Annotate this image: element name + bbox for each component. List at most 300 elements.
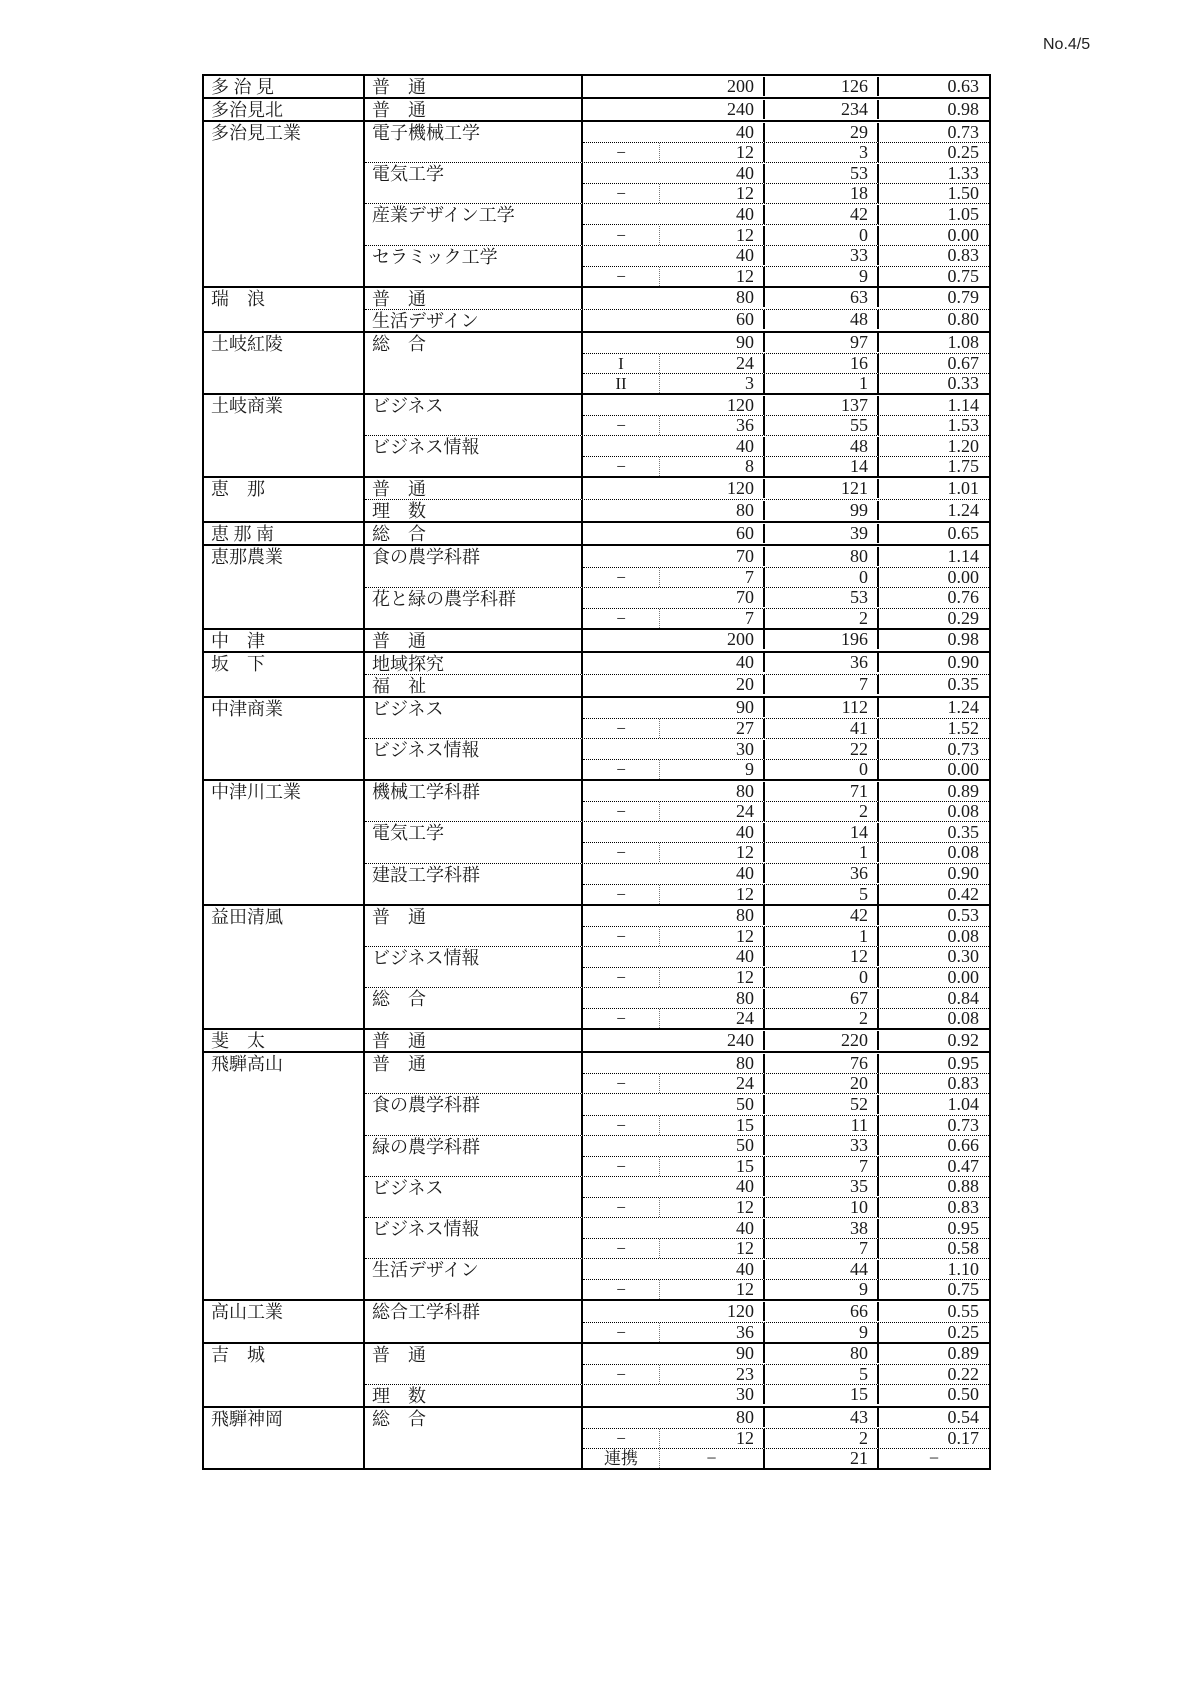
ratio-cell: 0.65 <box>947 522 979 543</box>
department-block <box>365 821 989 862</box>
ratio-cell: 0.35 <box>947 674 979 695</box>
row-list <box>583 1259 989 1299</box>
ratio-cell: 0.95 <box>947 1052 979 1073</box>
marker-cell: − <box>616 567 626 587</box>
table-row <box>583 653 989 673</box>
department-list <box>365 1301 989 1341</box>
applicants-cell: 126 <box>765 77 879 96</box>
applicants-cell: 12 <box>765 947 879 966</box>
department-block <box>365 1408 989 1468</box>
department-block <box>365 162 989 203</box>
capacity-cell: 200 <box>659 77 765 96</box>
school-block <box>204 696 989 779</box>
school-block <box>204 544 989 627</box>
applicants-cell: 9 <box>765 1323 879 1342</box>
applicants-cell: 42 <box>765 205 879 224</box>
table-row <box>583 415 989 435</box>
capacity-cell: 24 <box>659 354 765 373</box>
capacity-cell: 40 <box>659 123 765 142</box>
row-list <box>583 1136 989 1176</box>
department-name-cell: ビジネス情報 <box>365 739 583 779</box>
department-block <box>365 653 989 674</box>
ratio-cell: 0.08 <box>947 801 979 822</box>
ratio-cell: 0.08 <box>947 842 979 863</box>
table-row <box>583 76 989 96</box>
capacity-cell: 200 <box>659 630 765 649</box>
applicants-cell: 36 <box>765 653 879 672</box>
ratio-cell: 0.75 <box>947 1279 979 1300</box>
capacity-cell: 12 <box>659 968 765 987</box>
capacity-cell: 23 <box>659 1365 765 1384</box>
department-block <box>365 309 989 331</box>
applicants-cell: 66 <box>765 1302 879 1321</box>
ratio-cell: 1.14 <box>947 394 979 415</box>
applicants-cell: 14 <box>765 823 879 842</box>
department-block <box>365 499 989 521</box>
ratio-cell: 0.63 <box>947 75 979 96</box>
ratio-cell: 0.76 <box>947 587 979 608</box>
department-name-cell: ビジネス情報 <box>365 436 583 476</box>
capacity-cell: 12 <box>659 1198 765 1217</box>
ratio-cell: 1.24 <box>947 697 979 718</box>
department-block <box>365 1344 989 1384</box>
capacity-cell: 80 <box>659 1054 765 1073</box>
department-block <box>365 738 989 779</box>
marker-cell: − <box>616 1428 626 1448</box>
school-name-cell: 斐 太 <box>204 1030 365 1051</box>
capacity-cell: 30 <box>659 1385 765 1404</box>
table-row <box>583 523 989 543</box>
school-block <box>204 628 989 651</box>
table-row <box>583 1301 989 1321</box>
table-row <box>583 988 989 1008</box>
capacity-cell: 36 <box>659 416 765 435</box>
applicants-cell: 33 <box>765 246 879 265</box>
department-block <box>365 1301 989 1341</box>
table-row <box>583 1238 989 1258</box>
department-name-cell: 産業デザイン工学 <box>365 204 583 244</box>
table-row <box>583 967 989 987</box>
table-row <box>583 122 989 142</box>
table-row <box>583 759 989 779</box>
school-block <box>204 286 989 331</box>
capacity-cell: 90 <box>659 1344 765 1363</box>
department-block <box>365 630 989 651</box>
applicants-cell: 11 <box>765 1116 879 1135</box>
row-list <box>583 781 989 821</box>
applicants-cell: 33 <box>765 1136 879 1155</box>
row-list <box>583 1030 989 1051</box>
applicants-cell: 18 <box>765 184 879 203</box>
capacity-cell: 7 <box>659 609 765 628</box>
table-row <box>583 906 989 926</box>
marker-cell: − <box>616 968 626 988</box>
school-block <box>204 76 989 97</box>
applicants-cell: 5 <box>765 1365 879 1384</box>
table-row <box>583 1364 989 1384</box>
row-list <box>583 1385 989 1406</box>
applicants-cell: 16 <box>765 354 879 373</box>
capacity-cell: 70 <box>659 588 765 607</box>
ratio-cell: 1.24 <box>947 499 979 520</box>
applicants-cell: 2 <box>765 609 879 628</box>
table-row <box>583 266 989 286</box>
table-row <box>583 310 989 330</box>
capacity-cell: 40 <box>659 947 765 966</box>
school-block <box>204 1406 989 1468</box>
capacity-cell: 40 <box>659 1219 765 1238</box>
department-block <box>365 781 989 821</box>
applicants-cell: 38 <box>765 1219 879 1238</box>
department-name-cell: ビジネス情報 <box>365 1218 583 1258</box>
applicants-cell: 196 <box>765 630 879 649</box>
table-row <box>583 1030 989 1050</box>
capacity-cell: 90 <box>659 333 765 352</box>
department-list <box>365 333 989 393</box>
row-list <box>583 906 989 946</box>
applicants-cell: 43 <box>765 1408 879 1427</box>
department-list <box>365 906 989 1029</box>
department-list <box>365 288 989 331</box>
ratio-cell: 0.08 <box>947 1008 979 1029</box>
capacity-cell: 27 <box>659 719 765 738</box>
table-row <box>583 1094 989 1114</box>
capacity-cell: 240 <box>659 100 765 119</box>
department-name-cell: ビジネス <box>365 698 583 738</box>
ratio-cell: 0.25 <box>947 1321 979 1342</box>
table-row <box>583 675 989 695</box>
table-row <box>583 1177 989 1197</box>
table-row <box>583 1344 989 1364</box>
capacity-cell: 80 <box>659 906 765 925</box>
capacity-cell: 15 <box>659 1116 765 1135</box>
capacity-cell: 3 <box>659 374 765 393</box>
marker-cell: − <box>616 718 626 738</box>
capacity-cell: 40 <box>659 653 765 672</box>
school-block <box>204 97 989 120</box>
capacity-cell: 80 <box>659 288 765 307</box>
department-block <box>365 946 989 987</box>
capacity-cell: 24 <box>659 802 765 821</box>
applicants-cell: 7 <box>765 1239 879 1258</box>
capacity-cell: 12 <box>659 226 765 245</box>
marker-cell: 連携 <box>604 1449 638 1469</box>
table-row <box>583 822 989 842</box>
school-name-cell: 高山工業 <box>204 1301 365 1341</box>
capacity-cell: 15 <box>659 1157 765 1176</box>
table-row <box>583 781 989 801</box>
department-name-cell: 総 合 <box>365 333 583 393</box>
department-name-cell: セラミック工学 <box>365 246 583 286</box>
department-list <box>365 395 989 476</box>
ratio-cell: 0.92 <box>947 1029 979 1050</box>
row-list <box>583 333 989 393</box>
row-list <box>583 246 989 286</box>
marker-cell: − <box>616 608 626 628</box>
department-block <box>365 1384 989 1406</box>
row-list <box>583 76 989 97</box>
department-name-cell: 生活デザイン <box>365 1259 583 1299</box>
department-name-cell: ビジネス <box>365 395 583 435</box>
department-name-cell: 普 通 <box>365 906 583 946</box>
department-name-cell: 普 通 <box>365 1030 583 1051</box>
department-name-cell: 理 数 <box>365 500 583 521</box>
row-list <box>583 1177 989 1217</box>
department-name-cell: 電気工学 <box>365 822 583 862</box>
ratio-cell: 0.35 <box>947 821 979 842</box>
ratio-cell: 0.55 <box>947 1300 979 1321</box>
table-row <box>583 224 989 244</box>
school-name-cell: 多治見北 <box>204 99 365 120</box>
department-block <box>365 333 989 393</box>
ratio-cell: 0.90 <box>947 863 979 884</box>
ratio-cell: 0.50 <box>947 1384 979 1405</box>
table-row <box>583 1073 989 1093</box>
applicants-cell: 97 <box>765 333 879 352</box>
department-list <box>365 1344 989 1406</box>
capacity-cell: 40 <box>659 1260 765 1279</box>
school-name-cell: 多 治 見 <box>204 76 365 97</box>
capacity-cell: 12 <box>659 1280 765 1299</box>
capacity-cell: 80 <box>659 501 765 520</box>
row-list <box>583 588 989 628</box>
capacity-cell: 12 <box>659 885 765 904</box>
table-row <box>583 1259 989 1279</box>
ratio-cell: 1.75 <box>947 456 979 477</box>
row-list <box>583 822 989 862</box>
department-name-cell: 普 通 <box>365 1053 583 1093</box>
ratio-cell: 0.79 <box>947 287 979 308</box>
school-block <box>204 1028 989 1051</box>
ratio-cell: 0.95 <box>947 1217 979 1238</box>
row-list <box>583 122 989 162</box>
department-name-cell: 普 通 <box>365 99 583 120</box>
applicants-cell: 1 <box>765 374 879 393</box>
marker-cell: − <box>616 143 626 163</box>
table-row <box>583 947 989 967</box>
ratio-cell: 1.52 <box>947 717 979 738</box>
applicants-cell: 9 <box>765 267 879 286</box>
department-list <box>365 653 989 696</box>
department-list <box>365 1030 989 1051</box>
ratio-cell: 0.30 <box>947 946 979 967</box>
capacity-cell: 40 <box>659 1177 765 1196</box>
school-name-cell: 吉 城 <box>204 1344 365 1406</box>
ratio-cell: 0.66 <box>947 1135 979 1156</box>
capacity-cell: 40 <box>659 864 765 883</box>
marker-cell: − <box>616 416 626 436</box>
capacity-cell: 120 <box>659 1302 765 1321</box>
department-list <box>365 99 989 120</box>
applicants-cell: 220 <box>765 1031 879 1050</box>
row-list <box>583 1408 989 1468</box>
department-list <box>365 122 989 286</box>
table-row <box>583 395 989 415</box>
ratio-cell: 0.84 <box>947 987 979 1008</box>
department-name-cell: 総 合 <box>365 1408 583 1468</box>
marker-cell: − <box>616 266 626 286</box>
department-name-cell: ビジネス情報 <box>365 947 583 987</box>
applicants-cell: 0 <box>765 968 879 987</box>
school-block <box>204 393 989 476</box>
ratio-cell: 1.33 <box>947 162 979 183</box>
marker-cell: − <box>616 1280 626 1300</box>
applicants-cell: 1 <box>765 843 879 862</box>
school-block <box>204 1299 989 1341</box>
capacity-cell: 50 <box>659 1136 765 1155</box>
marker-cell: − <box>616 225 626 245</box>
ratio-cell: 0.33 <box>947 372 979 393</box>
table-row <box>583 884 989 904</box>
row-list <box>583 988 989 1028</box>
department-name-cell: 電子機械工学 <box>365 122 583 162</box>
marker-cell: − <box>616 1239 626 1259</box>
department-name-cell: 普 通 <box>365 288 583 309</box>
school-block <box>204 521 989 544</box>
table-row <box>583 864 989 884</box>
table-row <box>583 1053 989 1073</box>
ratio-cell: 0.83 <box>947 1196 979 1217</box>
department-block <box>365 1135 989 1176</box>
table-row <box>583 1197 989 1217</box>
row-list <box>583 675 989 696</box>
table-row <box>583 608 989 628</box>
table-row <box>583 801 989 821</box>
department-list <box>365 478 989 521</box>
table-row <box>583 99 989 119</box>
ratio-cell: 0.29 <box>947 607 979 628</box>
table-row <box>583 1008 989 1028</box>
table-row <box>583 500 989 520</box>
marker-cell: − <box>616 884 626 904</box>
department-block <box>365 99 989 120</box>
capacity-cell: 20 <box>659 675 765 694</box>
applicants-cell: 67 <box>765 989 879 1008</box>
table-row <box>583 204 989 224</box>
ratio-cell: 0.25 <box>947 142 979 163</box>
marker-cell: − <box>616 926 626 946</box>
department-block <box>365 288 989 309</box>
row-list <box>583 1094 989 1134</box>
table-row <box>583 1448 989 1468</box>
school-name-cell: 瑞 浪 <box>204 288 365 331</box>
department-block <box>365 478 989 499</box>
row-list <box>583 864 989 904</box>
ratio-cell: 1.53 <box>947 415 979 436</box>
capacity-cell: 12 <box>659 843 765 862</box>
capacity-cell: 12 <box>659 143 765 162</box>
ratio-cell: 0.53 <box>947 905 979 926</box>
school-block <box>204 1051 989 1299</box>
capacity-cell: 70 <box>659 547 765 566</box>
table-row <box>583 1322 989 1342</box>
capacity-cell: 36 <box>659 1323 765 1342</box>
table-row <box>583 739 989 759</box>
capacity-cell: 12 <box>659 267 765 286</box>
applicants-cell: 48 <box>765 310 879 329</box>
marker-cell: − <box>616 1074 626 1094</box>
applicants-cell: 2 <box>765 802 879 821</box>
capacity-cell: 60 <box>659 310 765 329</box>
marker-cell: − <box>616 802 626 822</box>
table-row <box>583 163 989 183</box>
ratio-cell: 0.67 <box>947 352 979 373</box>
department-list <box>365 76 989 97</box>
marker-cell: II <box>615 373 627 393</box>
applicants-cell: 99 <box>765 501 879 520</box>
department-block <box>365 1176 989 1217</box>
row-list <box>583 436 989 476</box>
table-row <box>583 1385 989 1405</box>
applicants-cell: 80 <box>765 1344 879 1363</box>
school-name-cell: 飛騨神岡 <box>204 1408 365 1468</box>
table-row <box>583 1428 989 1448</box>
department-name-cell: 普 通 <box>365 478 583 499</box>
department-name-cell: 緑の農学科群 <box>365 1136 583 1176</box>
ratio-cell: 1.14 <box>947 545 979 566</box>
department-list <box>365 1408 989 1468</box>
department-block <box>365 523 989 544</box>
department-name-cell: 食の農学科群 <box>365 546 583 586</box>
ratio-cell: 0.83 <box>947 245 979 266</box>
department-block <box>365 395 989 435</box>
applicants-cell: 35 <box>765 1177 879 1196</box>
table-row <box>583 373 989 393</box>
table-row <box>583 630 989 650</box>
table-row <box>583 1218 989 1238</box>
applicants-cell: 7 <box>765 675 879 694</box>
capacity-cell: 50 <box>659 1095 765 1114</box>
school-name-cell: 飛騨高山 <box>204 1053 365 1299</box>
capacity-cell: 12 <box>659 1239 765 1258</box>
row-list <box>583 1218 989 1258</box>
department-block <box>365 698 989 738</box>
applicants-cell: 1 <box>765 927 879 946</box>
school-name-cell: 土岐商業 <box>204 395 365 476</box>
ratio-cell: 1.10 <box>947 1258 979 1279</box>
department-block <box>365 435 989 476</box>
capacity-cell: 90 <box>659 698 765 717</box>
department-name-cell: 普 通 <box>365 76 583 97</box>
department-name-cell: 食の農学科群 <box>365 1094 583 1134</box>
department-block <box>365 906 989 946</box>
table-row <box>583 567 989 587</box>
department-block <box>365 1217 989 1258</box>
table-row <box>583 698 989 718</box>
department-name-cell: 電気工学 <box>365 163 583 203</box>
department-name-cell: 地域探究 <box>365 653 583 674</box>
applicants-cell: 53 <box>765 164 879 183</box>
applicants-cell: 39 <box>765 524 879 543</box>
marker-cell: − <box>616 184 626 204</box>
ratio-cell: 1.05 <box>947 203 979 224</box>
row-list <box>583 395 989 435</box>
row-list <box>583 288 989 309</box>
marker-cell: − <box>616 760 626 780</box>
table-row <box>583 142 989 162</box>
capacity-cell: 12 <box>659 1429 765 1448</box>
ratio-cell: 0.88 <box>947 1176 979 1197</box>
applicants-cell: 20 <box>765 1074 879 1093</box>
ratio-cell: 1.20 <box>947 435 979 456</box>
department-name-cell: 生活デザイン <box>365 310 583 331</box>
capacity-cell: 40 <box>659 205 765 224</box>
ratio-cell: 1.08 <box>947 332 979 353</box>
ratio-cell: 0.75 <box>947 265 979 286</box>
department-block <box>365 674 989 696</box>
applicants-cell: 112 <box>765 698 879 717</box>
row-list <box>583 653 989 674</box>
